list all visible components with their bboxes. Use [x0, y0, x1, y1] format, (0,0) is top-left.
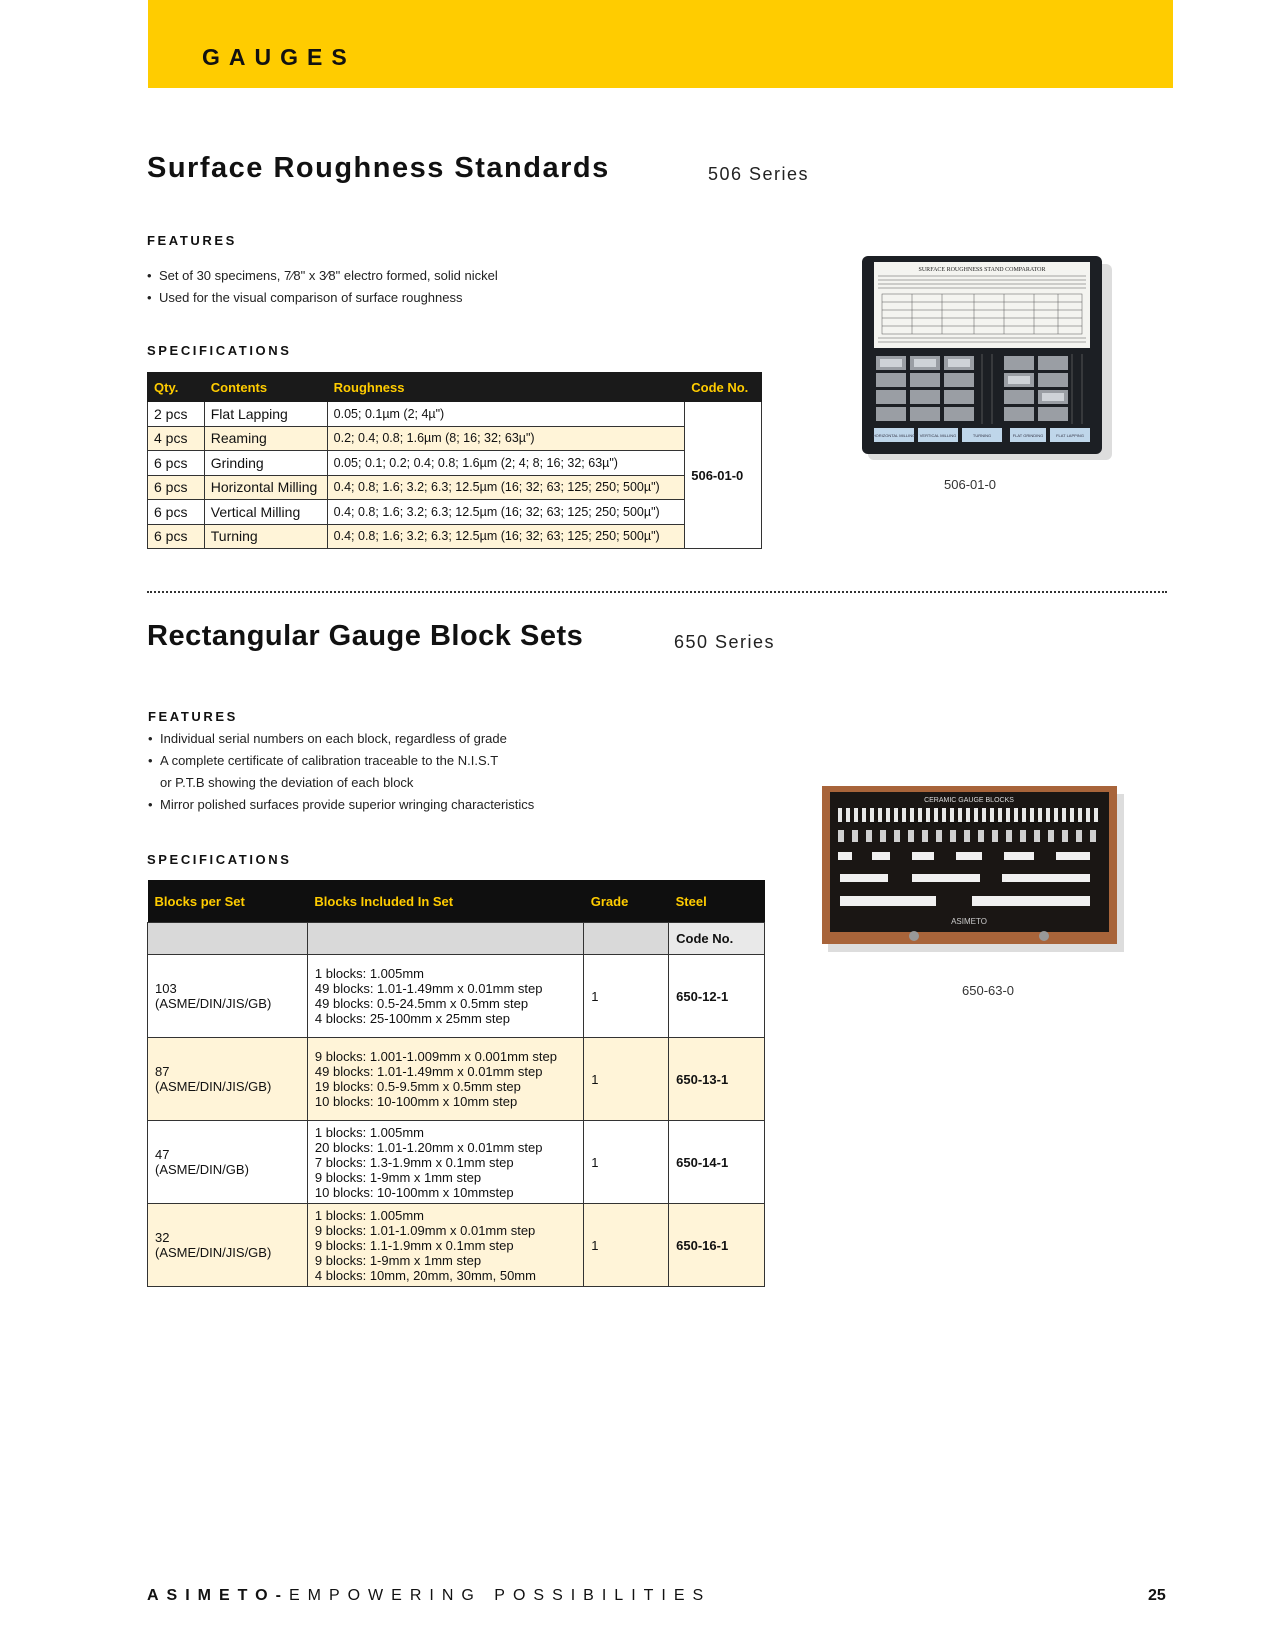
table-row: [148, 451, 762, 476]
list-item: • Set of 30 specimens, 7⁄8" x 3⁄8" electro formed, solid nickel: [147, 268, 498, 283]
cell-blocks: 1 blocks: 1.005mm 9 blocks: 1.01-1.09mm x 0.01mm step 9 blocks: 1.1-1.9mm x 0.1mm step 9 blocks: 1-9mm x 1mm step 4 blocks: 10mm, 20mm, 30mm, 50mm: [307, 1204, 583, 1287]
section2-title: Rectangular Gauge Block Sets: [147, 620, 584, 652]
cell-code: 650-14-1: [669, 1121, 765, 1204]
tab-label: FLAT LAPPING: [1056, 433, 1084, 438]
roughness-comparator-image: [862, 256, 1112, 461]
cell-contents: Vertical Milling: [204, 500, 327, 525]
cell-roughness: 0.4; 0.8; 1.6; 3.2; 6.3; 12.5µm (16; 32; 63; 125; 250; 500µ"): [327, 500, 685, 525]
cell-grade: 1: [584, 1204, 669, 1287]
cell-grade: 1: [584, 955, 669, 1038]
table-row: [148, 402, 762, 427]
cell-roughness: 0.4; 0.8; 1.6; 3.2; 6.3; 12.5µm (16; 32; 63; 125; 250; 500µ"): [327, 475, 685, 500]
cell-qty: 4 pcs: [148, 426, 205, 451]
section1-features-label: FEATURES: [147, 233, 237, 248]
col-header-blocks-per-set: Blocks per Set: [148, 880, 308, 923]
list-item: • Individual serial numbers on each block, regardless of grade: [148, 731, 507, 746]
cell-blocks: 1 blocks: 1.005mm 49 blocks: 1.01-1.49mm x 0.01mm step 49 blocks: 0.5-24.5mm x 0.5mm step 4 blocks: 25-100mm x 25mm step: [307, 955, 583, 1038]
list-item: or P.T.B showing the deviation of each block: [160, 775, 414, 790]
col-header-steel: Steel: [669, 880, 765, 923]
empty-cell: [307, 923, 583, 955]
cell-qty: 6 pcs: [148, 500, 205, 525]
cell-roughness: 0.2; 0.4; 0.8; 1.6µm (8; 16; 32; 63µ"): [327, 426, 685, 451]
case-brand: ASIMETO: [951, 917, 987, 926]
roughness-spec-table: [147, 372, 762, 549]
cell-code: 650-16-1: [669, 1204, 765, 1287]
section1-series: 506 Series: [708, 164, 810, 184]
case-heading: CERAMIC GAUGE BLOCKS: [924, 797, 1014, 804]
section2-features-list: [148, 728, 534, 816]
roughness-spec-table-wrap: [147, 372, 762, 549]
empty-cell: [148, 923, 308, 955]
page-number: 25: [1148, 1587, 1166, 1604]
cell-grade: 1: [584, 1121, 669, 1204]
col-header-code: Code No.: [685, 373, 762, 402]
col-header-contents: Contents: [204, 373, 327, 402]
col-header-grade: Grade: [584, 880, 669, 923]
cell-blocks: 9 blocks: 1.001-1.009mm x 0.001mm step 49 blocks: 1.01-1.49mm x 0.01mm step 19 blocks: 0.5-9.5mm x 0.5mm step 10 blocks: 10-100mm x 10mm step: [307, 1038, 583, 1121]
cell-code-no: 506-01-0: [685, 402, 762, 549]
section1-features-list: [147, 265, 498, 309]
roughness-comparator-illustration: [862, 256, 1112, 461]
section2-features-label: FEATURES: [148, 709, 238, 724]
list-item: • Used for the visual comparison of surface roughness: [147, 290, 463, 305]
cell-code: 650-12-1: [669, 955, 765, 1038]
header-banner: [148, 0, 1173, 88]
list-item: • A complete certificate of calibration traceable to the N.I.S.T: [148, 753, 499, 768]
table-row: [148, 1121, 765, 1204]
tab-label: FLAT GRINDING: [1012, 433, 1044, 438]
header-title: GAUGES: [202, 44, 356, 70]
section2-series: 650 Series: [674, 632, 776, 652]
footer-tagline: EMPOWERING POSSIBILITIES: [288, 1587, 712, 1604]
gauge-block-case-image: [822, 786, 1127, 956]
table-row: [148, 1204, 765, 1287]
cell-grade: 1: [584, 1038, 669, 1121]
table-row: [148, 500, 762, 525]
gauge-block-case-illustration: [822, 786, 1127, 956]
cell-contents: Turning: [204, 524, 327, 549]
table-header-row: [148, 880, 765, 923]
cell-set: 103 (ASME/DIN/JIS/GB): [148, 955, 308, 1038]
section1-specs-label: SPECIFICATIONS: [147, 343, 292, 358]
cell-qty: 2 pcs: [148, 402, 205, 427]
tab-label: VERTICAL MILLING: [919, 433, 957, 438]
table-header-row: [148, 373, 762, 402]
cell-code: 650-13-1: [669, 1038, 765, 1121]
table-row: [148, 955, 765, 1038]
table-row: [148, 524, 762, 549]
cell-set: 47 (ASME/DIN/GB): [148, 1121, 308, 1204]
col-header-qty: Qty.: [148, 373, 205, 402]
empty-cell: [584, 923, 669, 955]
cell-blocks: 1 blocks: 1.005mm 20 blocks: 1.01-1.20mm x 0.01mm step 7 blocks: 1.3-1.9mm x 0.1mm step 9 blocks: 1-9mm x 1mm step 10 blocks: 10-100mm x 10mmstep: [307, 1121, 583, 1204]
cell-contents: Horizontal Milling: [204, 475, 327, 500]
roughness-image-caption: 506-01-0: [944, 477, 997, 492]
cell-contents: Grinding: [204, 451, 327, 476]
tab-label: TURNING: [972, 433, 992, 438]
gauge-block-table-wrap: [147, 880, 765, 1287]
col-header-code-no: Code No.: [669, 923, 765, 955]
table-row: [148, 1038, 765, 1121]
tab-label: HORIZONTAL MILLING: [872, 433, 916, 438]
list-item: • Mirror polished surfaces provide superior wringing characteristics: [148, 797, 535, 812]
cell-set: 32 (ASME/DIN/JIS/GB): [148, 1204, 308, 1287]
gauge-image-caption: 650-63-0: [962, 983, 1015, 998]
col-header-roughness: Roughness: [327, 373, 685, 402]
cell-set: 87 (ASME/DIN/JIS/GB): [148, 1038, 308, 1121]
gauge-block-spec-table: [147, 880, 765, 1287]
cell-roughness: 0.4; 0.8; 1.6; 3.2; 6.3; 12.5µm (16; 32; 63; 125; 250; 500µ"): [327, 524, 685, 549]
cell-contents: Flat Lapping: [204, 402, 327, 427]
cell-contents: Reaming: [204, 426, 327, 451]
cell-roughness: 0.05; 0.1; 0.2; 0.4; 0.8; 1.6µm (2; 4; 8; 16; 32; 63µ"): [327, 451, 685, 476]
cell-qty: 6 pcs: [148, 451, 205, 476]
table-row: [148, 475, 762, 500]
section2-specs-label: SPECIFICATIONS: [147, 852, 292, 867]
table-row: [148, 426, 762, 451]
table-subheader-row: [148, 923, 765, 955]
section1-title: Surface Roughness Standards: [147, 152, 610, 184]
footer-brand-name: ASIMETO: [147, 1587, 276, 1604]
section-divider: [147, 591, 1167, 593]
col-header-blocks-included: Blocks Included In Set: [307, 880, 583, 923]
cell-qty: 6 pcs: [148, 475, 205, 500]
cell-roughness: 0.05; 0.1µm (2; 4µ"): [327, 402, 685, 427]
comparator-heading: SURFACE ROUGHNESS STAND COMPARATOR: [918, 267, 1046, 273]
cell-qty: 6 pcs: [148, 524, 205, 549]
footer-brand: ASIMETO-EMPOWERING POSSIBILITIES: [147, 1587, 712, 1604]
